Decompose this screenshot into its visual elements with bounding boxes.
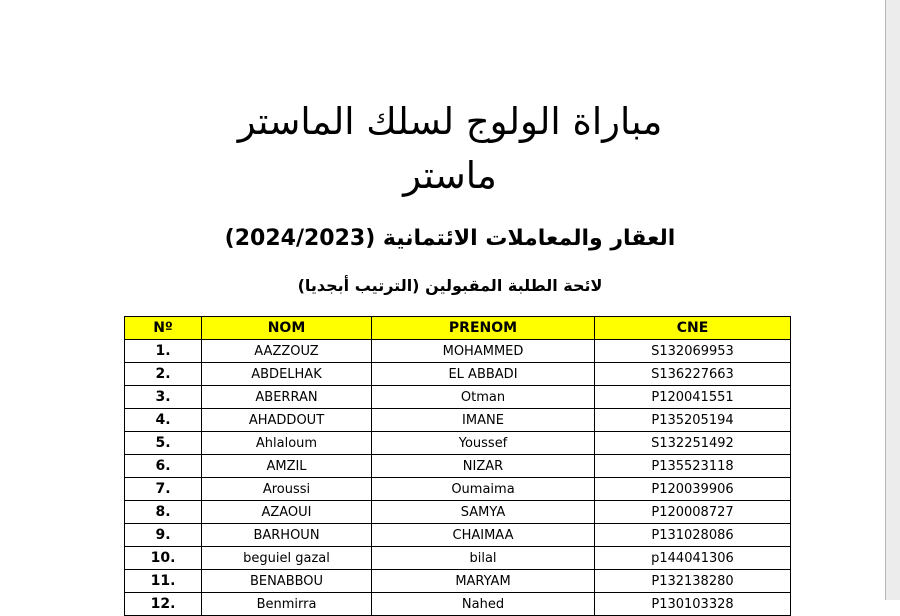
cell-nom: AZAOUI <box>202 501 372 524</box>
cell-prenom: MOHAMMED <box>372 340 595 363</box>
cell-nom: AAZZOUZ <box>202 340 372 363</box>
cell-num: 6. <box>125 455 202 478</box>
cell-num: 3. <box>125 386 202 409</box>
cell-nom: beguiel gazal <box>202 547 372 570</box>
cell-num: 4. <box>125 409 202 432</box>
table-body <box>125 340 791 616</box>
cell-nom: AHADDOUT <box>202 409 372 432</box>
table-row <box>125 386 791 409</box>
cell-prenom: IMANE <box>372 409 595 432</box>
cell-nom: Ahlaloum <box>202 432 372 455</box>
document-title-line2: ماستر <box>403 154 497 197</box>
cell-num: 8. <box>125 501 202 524</box>
cell-nom: ABDELHAK <box>202 363 372 386</box>
cell-prenom: MARYAM <box>372 570 595 593</box>
cell-num: 10. <box>125 547 202 570</box>
header-nom: NOM <box>202 317 372 340</box>
cell-cne: P132138280 <box>595 570 791 593</box>
cell-cne: P120008727 <box>595 501 791 524</box>
cell-num: 12. <box>125 593 202 616</box>
document-title: مباراة الولوج لسلك الماستر <box>237 100 663 143</box>
cell-num: 2. <box>125 363 202 386</box>
table-row <box>125 455 791 478</box>
cell-num: 1. <box>125 340 202 363</box>
table-row <box>125 501 791 524</box>
page-edge <box>885 0 900 600</box>
list-title: لائحة الطلبة المقبولين (الترتيب أبجديا) <box>297 276 603 295</box>
cell-prenom: Oumaima <box>372 478 595 501</box>
cell-prenom: CHAIMAA <box>372 524 595 547</box>
cell-prenom: Youssef <box>372 432 595 455</box>
cell-prenom: SAMYA <box>372 501 595 524</box>
cell-cne: P135523118 <box>595 455 791 478</box>
cell-cne: P130103328 <box>595 593 791 616</box>
cell-prenom: EL ABBADI <box>372 363 595 386</box>
cell-prenom: Nahed <box>372 593 595 616</box>
table-row <box>125 432 791 455</box>
admitted-students-table-wrap <box>124 316 790 612</box>
table-header-row <box>125 317 791 340</box>
cell-prenom: bilal <box>372 547 595 570</box>
table-row <box>125 478 791 501</box>
cell-num: 7. <box>125 478 202 501</box>
table-row <box>125 409 791 432</box>
header-prenom: PRENOM <box>372 317 595 340</box>
cell-nom: ABERRAN <box>202 386 372 409</box>
cell-num: 9. <box>125 524 202 547</box>
cell-cne: P131028086 <box>595 524 791 547</box>
cell-cne: S136227663 <box>595 363 791 386</box>
cell-cne: P120039906 <box>595 478 791 501</box>
table-row <box>125 340 791 363</box>
header-num: Nº <box>125 317 202 340</box>
cell-nom: AMZIL <box>202 455 372 478</box>
cell-nom: BENABBOU <box>202 570 372 593</box>
cell-nom: Aroussi <box>202 478 372 501</box>
cell-prenom: Otman <box>372 386 595 409</box>
table-row <box>125 524 791 547</box>
cell-num: 11. <box>125 570 202 593</box>
cell-num: 5. <box>125 432 202 455</box>
cell-prenom: NIZAR <box>372 455 595 478</box>
cell-cne: p144041306 <box>595 547 791 570</box>
cell-cne: S132251492 <box>595 432 791 455</box>
table-row <box>125 547 791 570</box>
cell-cne: S132069953 <box>595 340 791 363</box>
admitted-students-table <box>124 316 791 616</box>
cell-nom: Benmirra <box>202 593 372 616</box>
cell-cne: P120041551 <box>595 386 791 409</box>
cell-nom: BARHOUN <box>202 524 372 547</box>
table-row <box>125 570 791 593</box>
program-subtitle: العقار والمعاملات الائتمانية (2024/2023) <box>224 226 676 251</box>
table-row <box>125 363 791 386</box>
cell-cne: P135205194 <box>595 409 791 432</box>
table-row <box>125 593 791 616</box>
header-cne: CNE <box>595 317 791 340</box>
